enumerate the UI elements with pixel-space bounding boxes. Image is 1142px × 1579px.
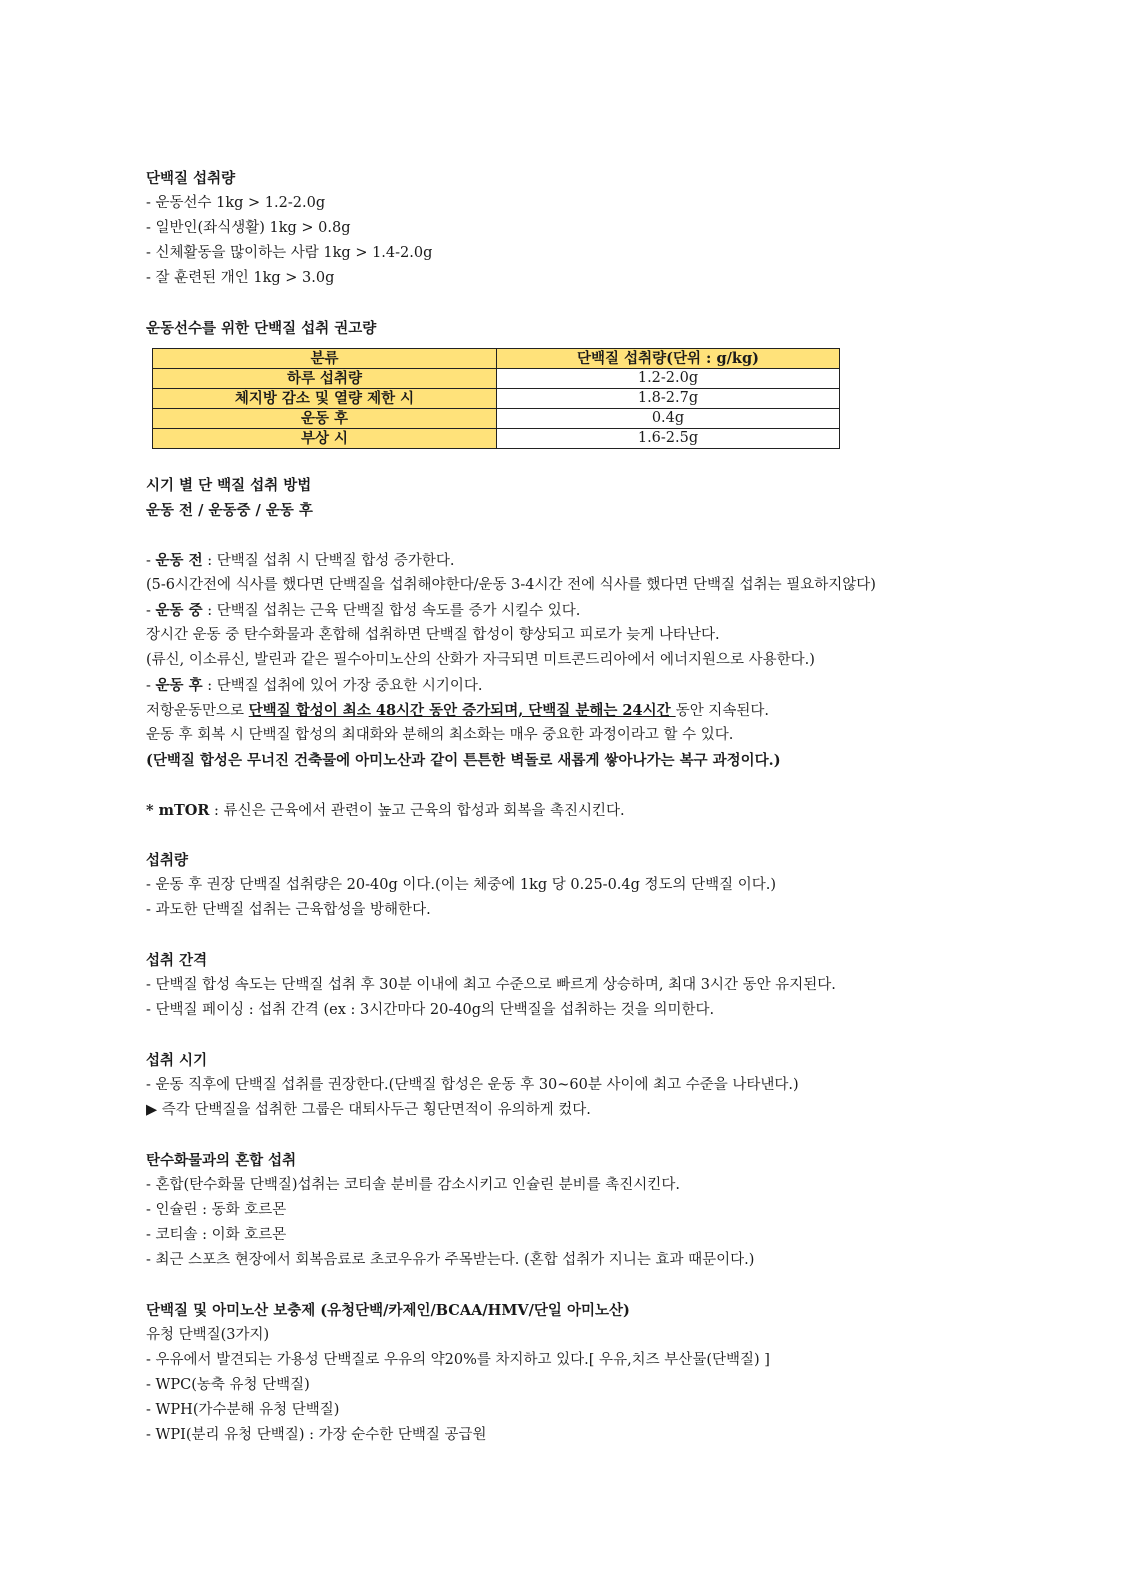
timing-subtitle: 운동 전 / 운동중 / 운동 후 (146, 502, 313, 519)
table-row (153, 409, 840, 429)
mid-exercise-line: - 운동 중 : 단백질 섭취는 근육 단백질 합성 속도를 증가 시킬수 있다. (146, 602, 581, 619)
table-header-category: 분류 (153, 349, 497, 369)
recommend-heading: 운동선수를 위한 단백질 섭취 권고량 (146, 320, 377, 337)
table-row-value: 1.6-2.5g (497, 429, 840, 449)
supplement-item: - WPH(가수분해 유청 단백질) (146, 1402, 340, 1418)
interval-item: - 단백질 페이싱 : 섭취 간격 (ex : 3시간마다 20-40g의 단백질을 섭취하는 것을 의미한다. (146, 1002, 715, 1018)
mtor-line (146, 798, 1006, 823)
table-row-label: 부상 시 (153, 429, 497, 449)
table-row (153, 369, 840, 389)
post-line2-emphasis: 단백질 합성이 최소 48시간 동안 증가되며, 단백질 분해는 24시간 (248, 702, 676, 719)
pre-exercise-text: : 단백질 섭취 시 단백질 합성 증가한다. (202, 553, 455, 569)
post-exercise-text: : 단백질 섭취에 있어 가장 중요한 시기이다. (202, 678, 483, 694)
pre-exercise-line: - 운동 전 : 단백질 섭취 시 단백질 합성 증가한다. (146, 552, 455, 569)
when-heading: 섭취 시기 (146, 1052, 208, 1069)
intake-item: - 운동선수 1kg > 1.2-2.0g (146, 195, 326, 211)
mid-exercise-text: : 단백질 섭취는 근육 단백질 합성 속도를 증가 시킬수 있다. (202, 603, 581, 619)
post-exercise-line4: (단백질 합성은 무너진 건축물에 아미노산과 같이 튼튼한 벽돌로 새롭게 쌓아나가는 복구 과정이다.) (146, 752, 781, 769)
carb-item: - 최근 스포츠 현장에서 회복음료로 초코우유가 주목받는다. (혼합 섭취가 지니는 효과 때문이다.) (146, 1252, 755, 1268)
when-item: ▶ 즉각 단백질을 섭취한 그룹은 대퇴사두근 횡단면적이 유의하게 컸다. (146, 1102, 591, 1118)
post-exercise-line2 (146, 698, 1006, 723)
mtor-text: : 류신은 근육에서 관련이 높고 근육의 합성과 회복을 촉진시킨다. (209, 803, 625, 819)
mid-exercise-line3: (류신, 이소류신, 발린과 같은 필수아미노산의 산화가 자극되면 미트콘드리아에서 에너지원으로 사용한다.) (146, 652, 815, 668)
table-row (153, 429, 840, 449)
recommendation-table (152, 348, 840, 449)
amount-item: - 과도한 단백질 섭취는 근육합성을 방해한다. (146, 902, 431, 918)
carb-item: - 인슐린 : 동화 호르몬 (146, 1202, 287, 1218)
amount-heading: 섭취량 (146, 852, 189, 869)
mid-exercise-label: 운동 중 (155, 602, 203, 619)
post-exercise-line3: 운동 후 회복 시 단백질 합성의 최대화와 분해의 최소화는 매우 중요한 과정이라고 할 수 있다. (146, 727, 734, 743)
post-line2-start: 저항운동만으로 (146, 703, 249, 719)
table-row-label: 하루 섭취량 (153, 369, 497, 389)
pre-exercise-note: (5-6시간전에 식사를 했다면 단백질을 섭취해야한다/운동 3-4시간 전에 식사를 했다면 단백질 섭취는 필요하지않다) (146, 577, 876, 593)
table-header-row (153, 349, 840, 369)
table-header-amount: 단백질 섭취량(단위 : g/kg) (497, 349, 840, 369)
table-row-value: 0.4g (497, 409, 840, 429)
mid-exercise-line2: 장시간 운동 중 탄수화물과 혼합해 섭취하면 단백질 합성이 향상되고 피로가 늦게 나타난다. (146, 627, 720, 643)
post-exercise-label: 운동 후 (155, 677, 203, 694)
intake-heading: 단백질 섭취량 (146, 170, 236, 187)
carb-heading: 탄수화물과의 혼합 섭취 (146, 1152, 297, 1169)
supplement-subtitle: 유청 단백질(3가지) (146, 1327, 270, 1343)
supplement-heading: 단백질 및 아미노산 보충제 (유청단백/카제인/BCAA/HMV/단일 아미노산) (146, 1302, 630, 1319)
post-line2-end: 동안 지속된다. (675, 703, 769, 719)
table-row-label: 체지방 감소 및 열량 제한 시 (153, 389, 497, 409)
supplement-item: - WPC(농축 유청 단백질) (146, 1377, 310, 1393)
table-row-label: 운동 후 (153, 409, 497, 429)
post-exercise-line: - 운동 후 : 단백질 섭취에 있어 가장 중요한 시기이다. (146, 677, 483, 694)
when-item: - 운동 직후에 단백질 섭취를 권장한다.(단백질 합성은 운동 후 30~60분 사이에 최고 수준을 나타낸다.) (146, 1077, 799, 1093)
pre-exercise-label: 운동 전 (155, 552, 203, 569)
timing-heading: 시기 별 단 백질 섭취 방법 (146, 477, 312, 494)
supplement-item: - 우유에서 발견되는 가용성 단백질로 우유의 약20%를 차지하고 있다.[ 우유,치즈 부산물(단백질) ] (146, 1352, 770, 1368)
document-page (146, 166, 1006, 1448)
intake-item: - 일반인(좌식생활) 1kg > 0.8g (146, 220, 351, 236)
interval-heading: 섭취 간격 (146, 952, 208, 969)
mtor-label: * mTOR (146, 802, 210, 819)
carb-item: - 혼합(탄수화물 단백질)섭취는 코티솔 분비를 감소시키고 인슐린 분비를 촉진시킨다. (146, 1177, 680, 1193)
carb-item: - 코티솔 : 이화 호르몬 (146, 1227, 287, 1243)
table-row (153, 389, 840, 409)
intake-item: - 신체활동을 많이하는 사람 1kg > 1.4-2.0g (146, 245, 433, 261)
interval-item: - 단백질 합성 속도는 단백질 섭취 후 30분 이내에 최고 수준으로 빠르게 상승하며, 최대 3시간 동안 유지된다. (146, 977, 836, 993)
intake-item: - 잘 훈련된 개인 1kg > 3.0g (146, 270, 335, 286)
supplement-item: - WPI(분리 유청 단백질) : 가장 순수한 단백질 공급원 (146, 1427, 487, 1443)
table-row-value: 1.8-2.7g (497, 389, 840, 409)
amount-item: - 운동 후 권장 단백질 섭취량은 20-40g 이다.(이는 체중에 1kg 당 0.25-0.4g 정도의 단백질 이다.) (146, 877, 777, 893)
table-row-value: 1.2-2.0g (497, 369, 840, 389)
